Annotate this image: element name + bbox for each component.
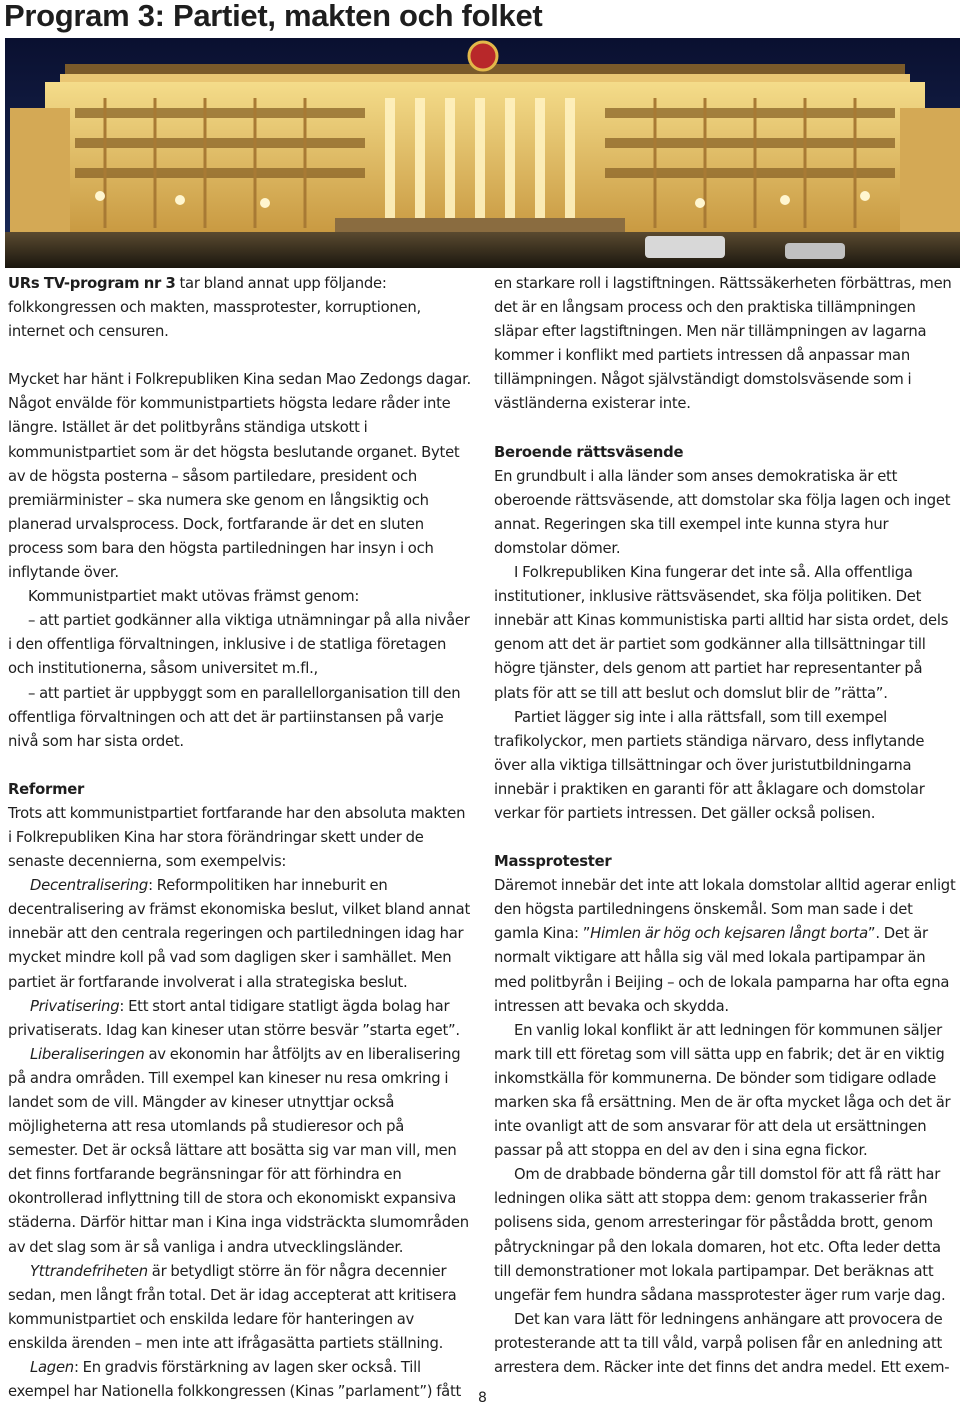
paragraph: – att partiet godkänner alla viktiga utnämningar på alla nivåer i den offentliga förvaltningen, inklusive i de statliga företagen och institutionerna, såsom universitet m.fl., [8, 612, 470, 678]
paragraph: Det kan vara lätt för ledningens anhängare att provocera de protesterande att ta till våld, varpå polisen får en anledning att arrestera dem. Räcker inte det finns det andra medel. Ett exem- [494, 1310, 950, 1377]
street-lamp [860, 191, 870, 201]
street-lamp [780, 195, 790, 205]
spacer [494, 826, 960, 850]
intro-lead: URs TV-program nr 3 [8, 275, 176, 292]
paragraph: Om de drabbade bönderna går till domstol för att få rätt har ledningen olika sätt att stoppa dem: genom trakasserier från polisens sida, genom arresteringar för påstådda brott, genom påtryckningar på den lokala domaren, hot etc. Ofta leder detta till demonstrationer mot lokala partipampar. Det beräknas att ungefär fem hundra sådana massprotester äger rum varje dag. [494, 1166, 946, 1304]
section-heading-massprotester: Massprotester [494, 853, 612, 871]
column [475, 98, 485, 218]
column [385, 98, 395, 218]
window-row [75, 168, 365, 178]
column [415, 98, 425, 218]
window-row [75, 138, 365, 148]
paragraph: en starkare roll i lagstiftningen. Rättssäkerheten förbättras, men det är en långsam process och den praktiska tillämpningen släpar efter lagstiftningen. Men när tillämpningen av lagarna kommer i konflikt med partiets intressen då anpassar man tillämpningen. Något självständigt domstolsväsende som i västländerna existerar inte. [494, 275, 952, 413]
left-wing [10, 108, 70, 232]
spacer [8, 754, 472, 778]
window-row [605, 138, 895, 148]
paragraph: Mycket har hänt i Folkrepubliken Kina sedan Mao Zedongs dagar. Något envälde för kommunistpartiets högsta ledare råder inte längre. Istället är det politbyråns ständiga utskott i kommunistpartiet som är det högsta beslutande organet. Bytet av de högsta posterna – såsom partiledare, president och premiärminister – ska numera ske genom en långsiktig och planerad urvalsprocess. Dock, fortfarande är det en sluten process som bara den högsta partiledningen har insyn i och inflytande över. [8, 371, 472, 582]
paragraph: Yttrandefriheten är betydligt större än för några decennier sedan, men långt från total. Det är idag accepterat att kritisera kommunistpartiet och enskilda ledare för hanteringen av enskilda ärenden – men inte att ifrågasätta partiets ställning. [8, 1262, 457, 1352]
emphasis-quote: Himlen är hög och kejsaren långt borta [590, 925, 868, 943]
paragraph: Trots att kommunistpartiet fortfarande har den absoluta makten i Folkrepubliken Kina har stora förändringar skett under de senaste decennierna, som exempelvis: [8, 804, 466, 871]
parked-bus [645, 236, 725, 258]
street-lamp [175, 195, 185, 205]
paragraph: Däremot innebär det inte att lokala domstolar alltid agerar enligt den högsta partiledningens önskemål. Som man sade i det gamla Kina: ”Himlen är hög och kejsaren långt borta”. Det är normalt viktigare att hålla sig väl med lokala partipampar än med politbyrån i Beijing – och de lokala pamparna har ofta egna intressen att bevaka och skydda. [494, 877, 956, 1015]
parked-car [785, 243, 845, 259]
emphasis: Yttrandefriheten [30, 1262, 148, 1280]
emphasis: Lagen [30, 1359, 74, 1377]
right-wing [900, 108, 960, 232]
paragraph: Lagen: En gradvis förstärkning av lagen sker också. Till exempel har Nationella folkkongressen (Kinas ”parlament”) fått [8, 1359, 462, 1401]
intro-paragraph [8, 272, 472, 344]
column [535, 98, 545, 218]
section-heading-reformer: Reformer [8, 780, 85, 798]
street-lamp [695, 198, 705, 208]
column [445, 98, 455, 218]
street-lamp [260, 198, 270, 208]
window-row [605, 168, 895, 178]
intro-text: tar bland annat upp följande: folkkongressen och makten, massprotester, korruptionen, internet och censuren. [8, 275, 421, 341]
street-lamp [95, 191, 105, 201]
column [565, 98, 575, 218]
right-column [494, 272, 960, 1380]
great-hall-illustration [5, 38, 960, 268]
page-number: 8 [478, 1390, 487, 1406]
paragraph: Liberaliseringen av ekonomin har åtföljts av en liberalisering på andra områden. Till exempel kan kineser nu resa omkring i landet som de vill. Mängder av kineser utnyttjar också möjligheterna att resa utomlands på studieresor och på semester. Det är också lättare att bosätta sig var man vill, men det finns fortfarande begränsningar för att förhindra en okontrollerad inflyttning till de stora och ekonomiskt expansiva städerna. Därför hittar man i Kina inga vidsträckta slumområden av det slag som är så vanliga i andra utvecklingsländer. [8, 1045, 469, 1256]
emphasis: Privatisering [30, 997, 120, 1015]
window-row [75, 108, 365, 118]
paragraph: – att partiet är uppbyggt som en parallellorganisation till den offentliga förvaltningen och att det är partiinstansen på varje nivå som har sista ordet. [8, 684, 461, 750]
emphasis: Liberaliseringen [30, 1045, 145, 1063]
left-column [8, 272, 472, 1404]
emphasis: Decentralisering [30, 877, 149, 895]
paragraph: Partiet lägger sig inte i alla rättsfall, som till exempel trafikolyckor, men partiets ständiga närvaro, dess inflytande över alla viktiga tillsättningar och över juristutbildningarna innebär i praktiken en garanti för att åklagare och domstolar verkar för partiets intressen. Det gäller också polisen. [494, 708, 925, 822]
paragraph: I Folkrepubliken Kina fungerar det inte så. Alla offentliga institutioner, inklusive rättsväsendet, ska följa politiken. Det innebär att Kinas kommunistiska parti alltid har sista ordet, dels genom att det är partiet som godkänner alla tillsättningar till högre tjänster, dels genom att partiet har representanter på plats för att se till att beslut och domslut blir de ”rätta”. [494, 564, 949, 702]
paragraph: En grundbult i alla länder som anses demokratiska är ett oberoende rättsväsende, att domstolar ska följa lagen och inget annat. Regeringen ska till exempel inte kunna styra hur domstolar dömer. [494, 467, 951, 557]
column [505, 98, 515, 218]
paragraph: Kommunistpartiet makt utövas främst genom: [28, 588, 360, 606]
paragraph: Privatisering: Ett stort antal tidigare statligt ägda bolag har privatiserats. Idag kan kineser utan större besvär ”starta eget”. [8, 997, 460, 1039]
national-emblem [469, 42, 497, 70]
window-row [605, 108, 895, 118]
spacer [494, 417, 960, 441]
page-title: Program 3: Partiet, makten och folket [4, 0, 543, 33]
paragraph: En vanlig lokal konflikt är att ledningen för kommunen säljer mark till ett företag som vill sätta upp en fabrik; det är en viktig inkomstkälla för kommunerna. De bönder som tidigare odlade marken ska få ersättning. Men de är ofta mycket låga och det är inte ovanligt att de som ansvarar för att dela ut ersättningen passar på att stoppa en del av den i sina egna fickor. [494, 1021, 951, 1160]
paragraph: Decentralisering: Reformpolitiken har inneburit en decentralisering av främst ekonomiska beslut, vilket bland annat innebär att den centrala regeringen och partiledningen idag har mycket mindre koll på vad som dagligen sker i samhället. Men partiet är fortfarande involverat i alla strategiska beslut. [8, 877, 470, 991]
roof-cornice [60, 74, 910, 82]
section-heading-beroende: Beroende rättsväsende [494, 443, 684, 461]
great-hall-photo [5, 38, 960, 268]
spacer [8, 344, 472, 368]
